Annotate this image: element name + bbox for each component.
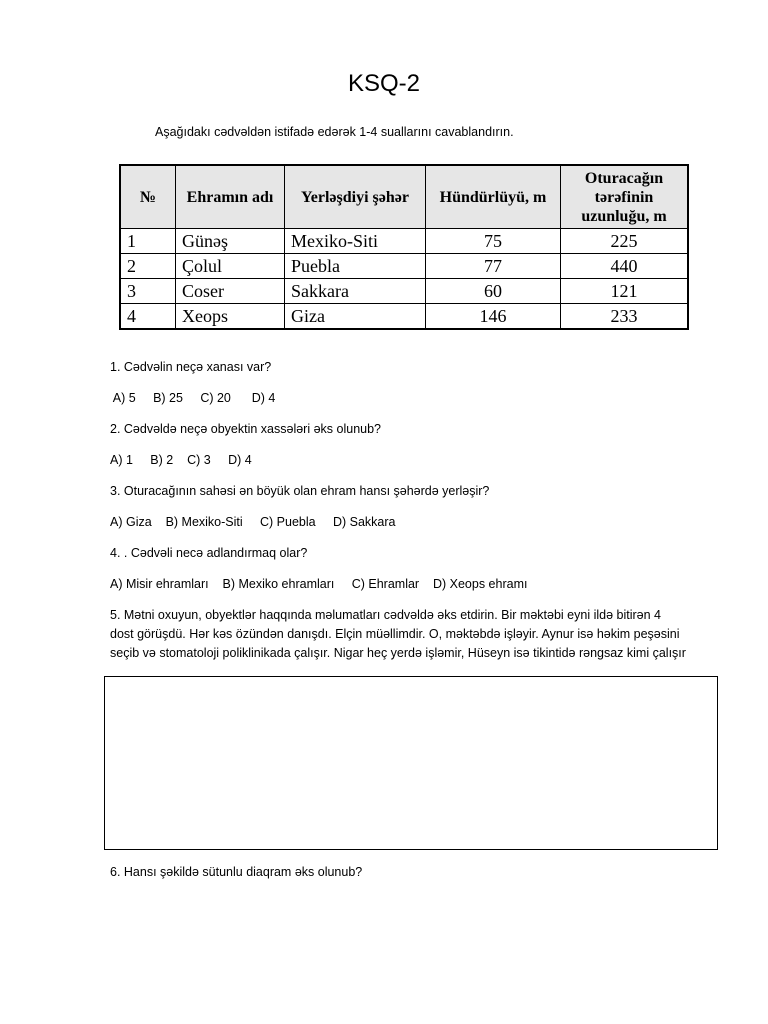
header-city: Yerləşdiyi şəhər — [285, 165, 426, 229]
cell-height: 60 — [426, 279, 561, 304]
cell-base-length: 440 — [561, 254, 689, 279]
intro-text: Aşağıdakı cədvəldən istifadə edərək 1-4 suallarını cavablandırın. — [155, 125, 514, 139]
table-row — [120, 229, 688, 254]
cell-number: 2 — [120, 254, 176, 279]
header-number: № — [120, 165, 176, 229]
page-title: KSQ-2 — [347, 70, 421, 97]
answer-box[interactable] — [104, 676, 718, 850]
question-2-options: A) 1 B) 2 C) 3 D) 4 — [110, 453, 252, 467]
question-1: 1. Cədvəlin neçə xanası var? — [110, 360, 272, 374]
cell-height: 75 — [426, 229, 561, 254]
cell-number: 1 — [120, 229, 176, 254]
cell-city: Puebla — [285, 254, 426, 279]
cell-base-length: 225 — [561, 229, 689, 254]
cell-city: Mexiko-Siti — [285, 229, 426, 254]
cell-city: Sakkara — [285, 279, 426, 304]
question-3-options: A) Giza B) Mexiko-Siti C) Puebla D) Sakkara — [110, 515, 396, 529]
question-5-line-1: 5. Mətni oxuyun, obyektlər haqqında məlumatları cədvəldə əks etdirin. Bir məktəbi eyni ildə bitirən 4 — [110, 608, 661, 622]
question-4: 4. . Cədvəli necə adlandırmaq olar? — [110, 546, 308, 560]
cell-name: Çolul — [176, 254, 285, 279]
cell-height: 146 — [426, 304, 561, 330]
table-header-row — [120, 165, 688, 229]
table-row — [120, 304, 688, 330]
question-3: 3. Oturacağının sahəsi ən böyük olan ehram hansı şəhərdə yerləşir? — [110, 484, 490, 498]
header-height: Hündürlüyü, m — [426, 165, 561, 229]
cell-name: Günəş — [176, 229, 285, 254]
table-row — [120, 254, 688, 279]
header-base-length: Oturacağın tərəfinin uzunluğu, m — [561, 165, 689, 229]
pyramids-table — [119, 164, 689, 330]
question-5-line-3: seçib və stomatoloji poliklinikada çalışır. Nigar heç yerdə işləmir, Hüseyn isə tikintidə rəngsaz kimi çalışır — [110, 646, 686, 660]
cell-base-length: 233 — [561, 304, 689, 330]
question-1-options: A) 5 B) 25 C) 20 D) 4 — [110, 391, 276, 405]
table-row — [120, 279, 688, 304]
question-2: 2. Cədvəldə neçə obyektin xassələri əks olunub? — [110, 422, 382, 436]
question-4-options: A) Misir ehramları B) Mexiko ehramları C) Ehramlar D) Xeops ehramı — [110, 577, 528, 591]
cell-name: Xeops — [176, 304, 285, 330]
cell-number: 3 — [120, 279, 176, 304]
cell-name: Coser — [176, 279, 285, 304]
header-name: Ehramın adı — [176, 165, 285, 229]
question-6: 6. Hansı şəkildə sütunlu diaqram əks olunub? — [110, 865, 363, 879]
cell-city: Giza — [285, 304, 426, 330]
cell-height: 77 — [426, 254, 561, 279]
cell-number: 4 — [120, 304, 176, 330]
cell-base-length: 121 — [561, 279, 689, 304]
question-5-line-2: dost görüşdü. Hər kəs özündən danışdı. Elçin müəllimdir. O, məktəbdə işləyir. Aynur isə həkim peşəsini — [110, 627, 680, 641]
